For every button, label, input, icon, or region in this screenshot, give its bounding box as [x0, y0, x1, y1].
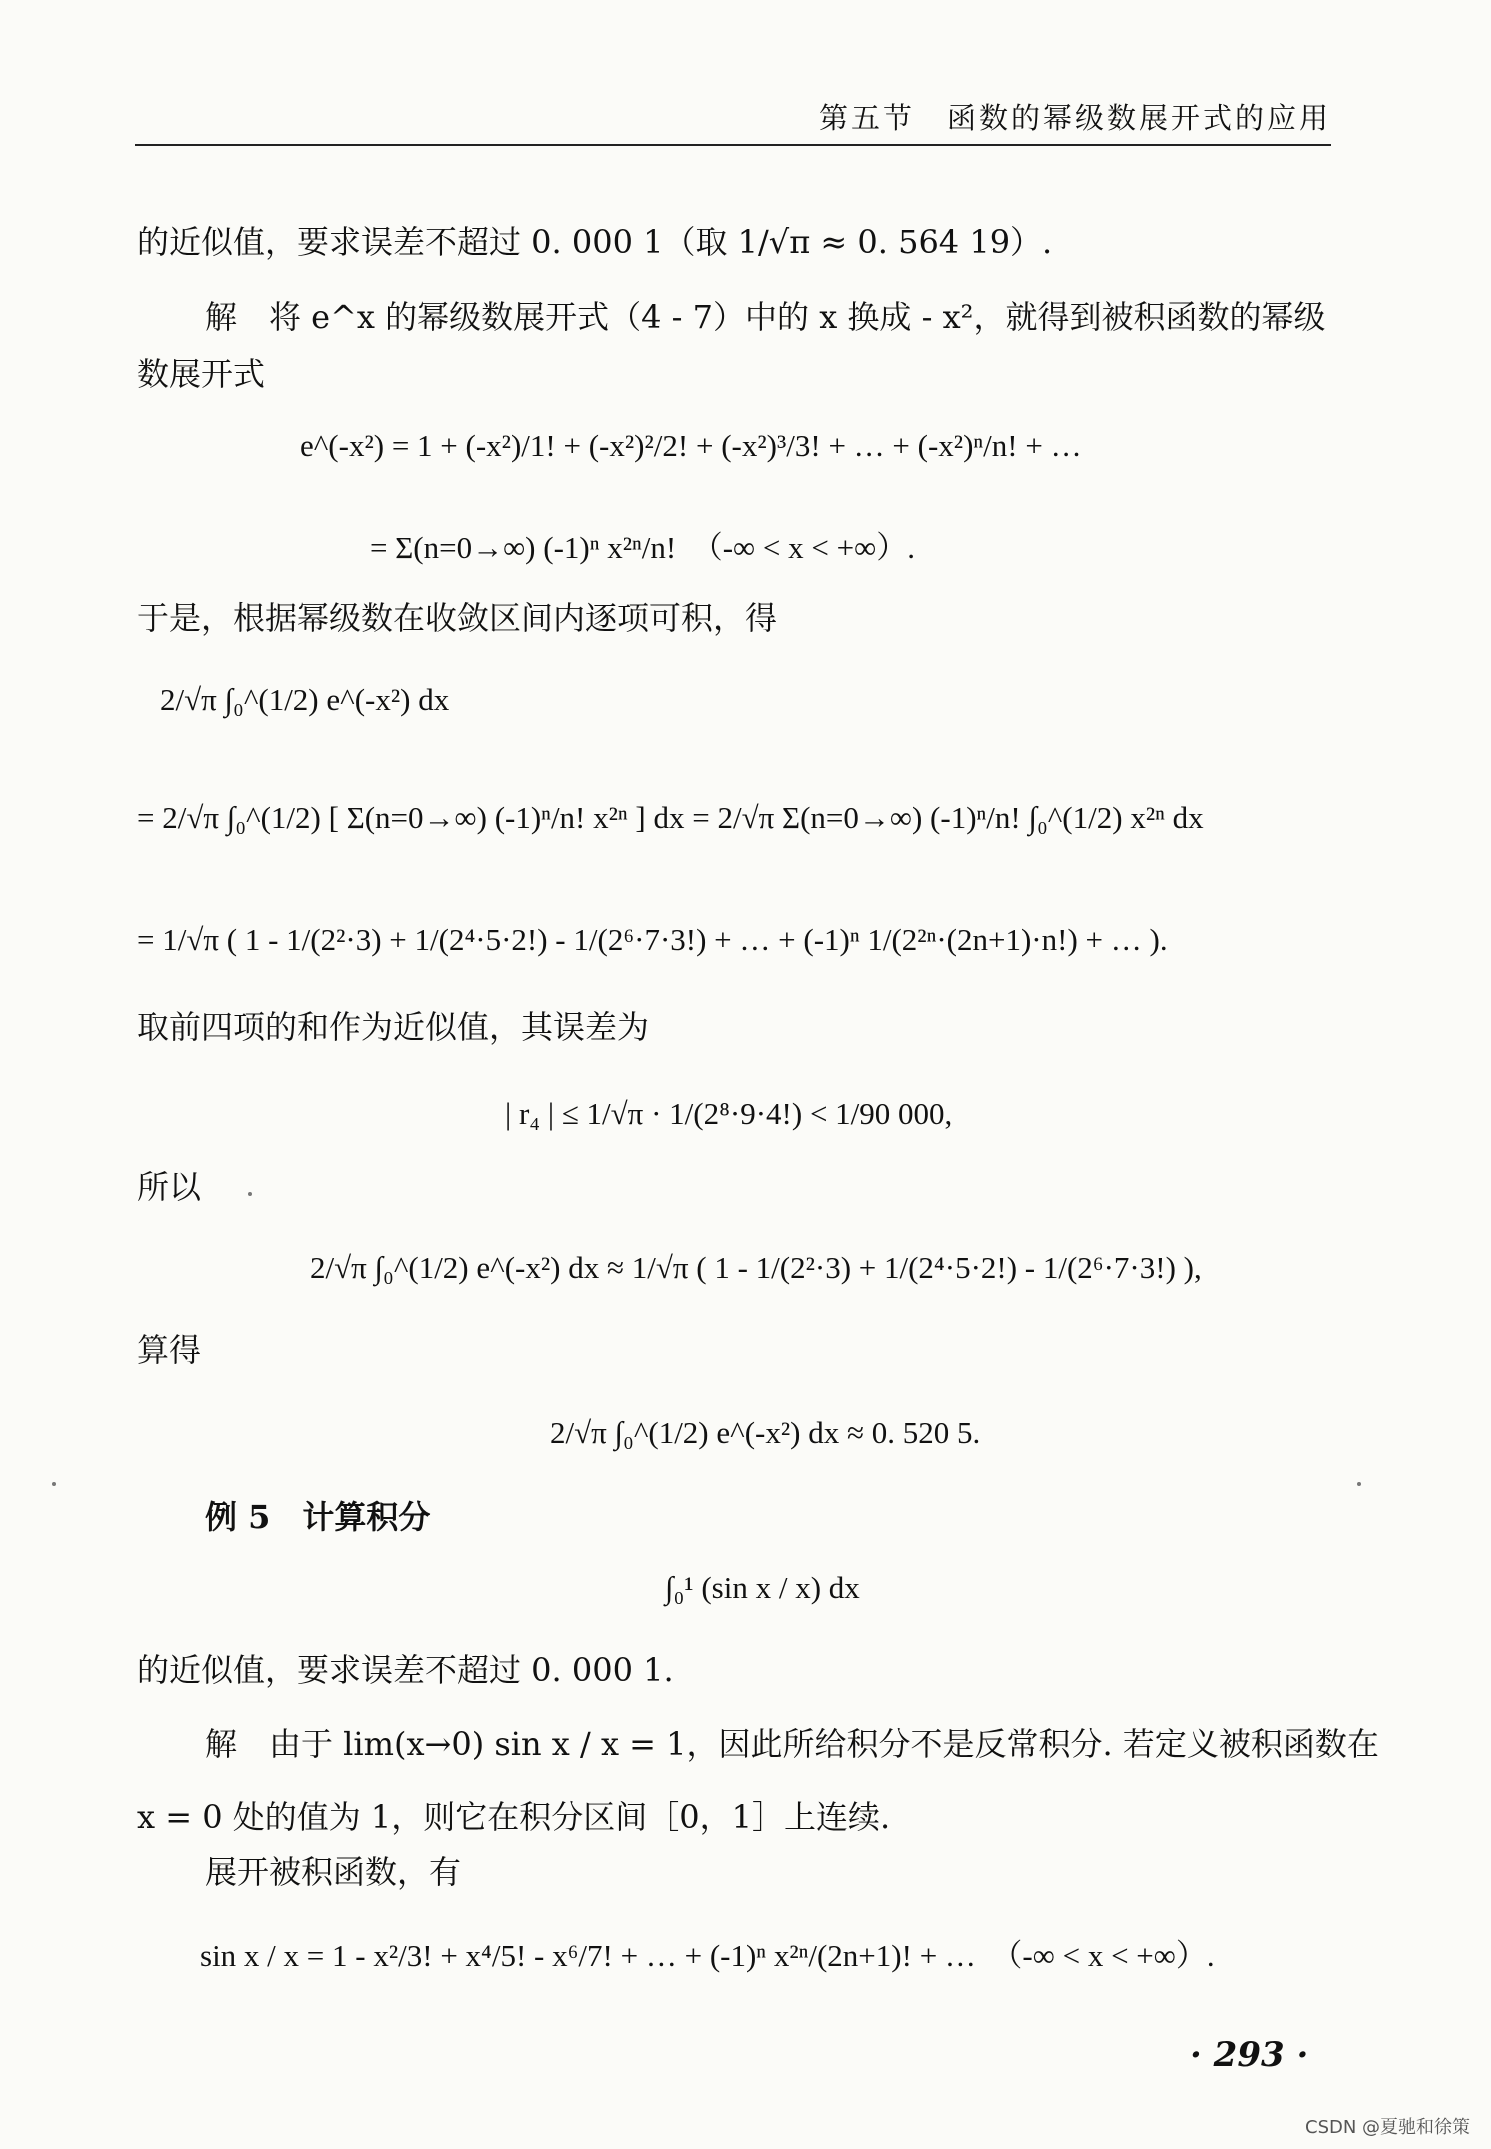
integral-eq-1: 2/√π ∫₀^(1/2) e^(-x²) dx — [160, 682, 450, 717]
page-number: · 293 · — [1190, 2035, 1309, 2075]
speck — [52, 1482, 56, 1486]
text-line-9: 的近似值，要求误差不超过 0. 000 1. — [137, 1651, 674, 1689]
solution-line-1: 解 将 e^x 的幂级数展开式（4 - 7）中的 x 换成 - x²，就得到被积函数的幂级 — [205, 298, 1326, 336]
text-line-4: 于是，根据幂级数在收敛区间内逐项可积，得 — [137, 599, 778, 637]
watermark: CSDN @夏驰和徐策 — [1305, 2117, 1471, 2138]
integral-eq-2: = 2/√π ∫₀^(1/2) [ Σ(n=0→∞) (-1)ⁿ/n! x²ⁿ ] dx = 2/√π Σ(n=0→∞) (-1)ⁿ/n! ∫₀^(1/2) x²ⁿ dx — [137, 800, 1204, 835]
error-bound-eq: | r₄ | ≤ 1/√π · 1/(2⁸·9·4!) < 1/90 000, — [505, 1096, 953, 1131]
series-expansion-eq-1: e^(-x²) = 1 + (-x²)/1! + (-x²)²/2! + (-x²)³/3! + … + (-x²)ⁿ/n! + … — [300, 428, 1082, 463]
text-line-12: 展开被积函数，有 — [205, 1853, 462, 1891]
example-5-heading: 例 5 计算积分 — [205, 1498, 431, 1536]
text-line-11: x = 0 处的值为 1，则它在积分区间［0，1］上连续. — [137, 1798, 891, 1836]
result-eq: 2/√π ∫₀^(1/2) e^(-x²) dx ≈ 0. 520 5. — [550, 1415, 981, 1450]
page-header — [135, 96, 1331, 146]
text-line-5: 取前四项的和作为近似值，其误差为 — [137, 1008, 650, 1046]
text-line-6: 所以 — [137, 1168, 202, 1206]
text-line-3: 数展开式 — [137, 355, 266, 393]
text-line-7: 算得 — [137, 1331, 202, 1369]
speck — [1357, 1482, 1361, 1486]
integral-sinx-eq: ∫₀¹ (sin x / x) dx — [665, 1570, 860, 1605]
speck — [248, 1192, 252, 1196]
text-line-1: 的近似值，要求误差不超过 0. 000 1（取 1/√π ≈ 0. 564 19）. — [137, 223, 1053, 261]
sinx-expansion-eq: sin x / x = 1 - x²/3! + x⁴/5! - x⁶/7! + … + (-1)ⁿ x²ⁿ/(2n+1)! + … （-∞ < x < +∞）. — [200, 1938, 1215, 1973]
solution-line-2: 解 由于 lim(x→0) sin x / x = 1，因此所给积分不是反常积分. 若定义被积函数在 — [205, 1725, 1379, 1763]
integral-eq-3: = 1/√π ( 1 - 1/(2²·3) + 1/(2⁴·5·2!) - 1/(2⁶·7·3!) + … + (-1)ⁿ 1/(2²ⁿ·(2n+1)·n!) + … ). — [137, 922, 1168, 957]
section-title: 第五节 函数的幂级数展开式的应用 — [818, 101, 1331, 135]
approx-eq: 2/√π ∫₀^(1/2) e^(-x²) dx ≈ 1/√π ( 1 - 1/(2²·3) + 1/(2⁴·5·2!) - 1/(2⁶·7·3!) ), — [310, 1250, 1202, 1285]
series-expansion-eq-2: = Σ(n=0→∞) (-1)ⁿ x²ⁿ/n! （-∞ < x < +∞）. — [370, 530, 915, 565]
